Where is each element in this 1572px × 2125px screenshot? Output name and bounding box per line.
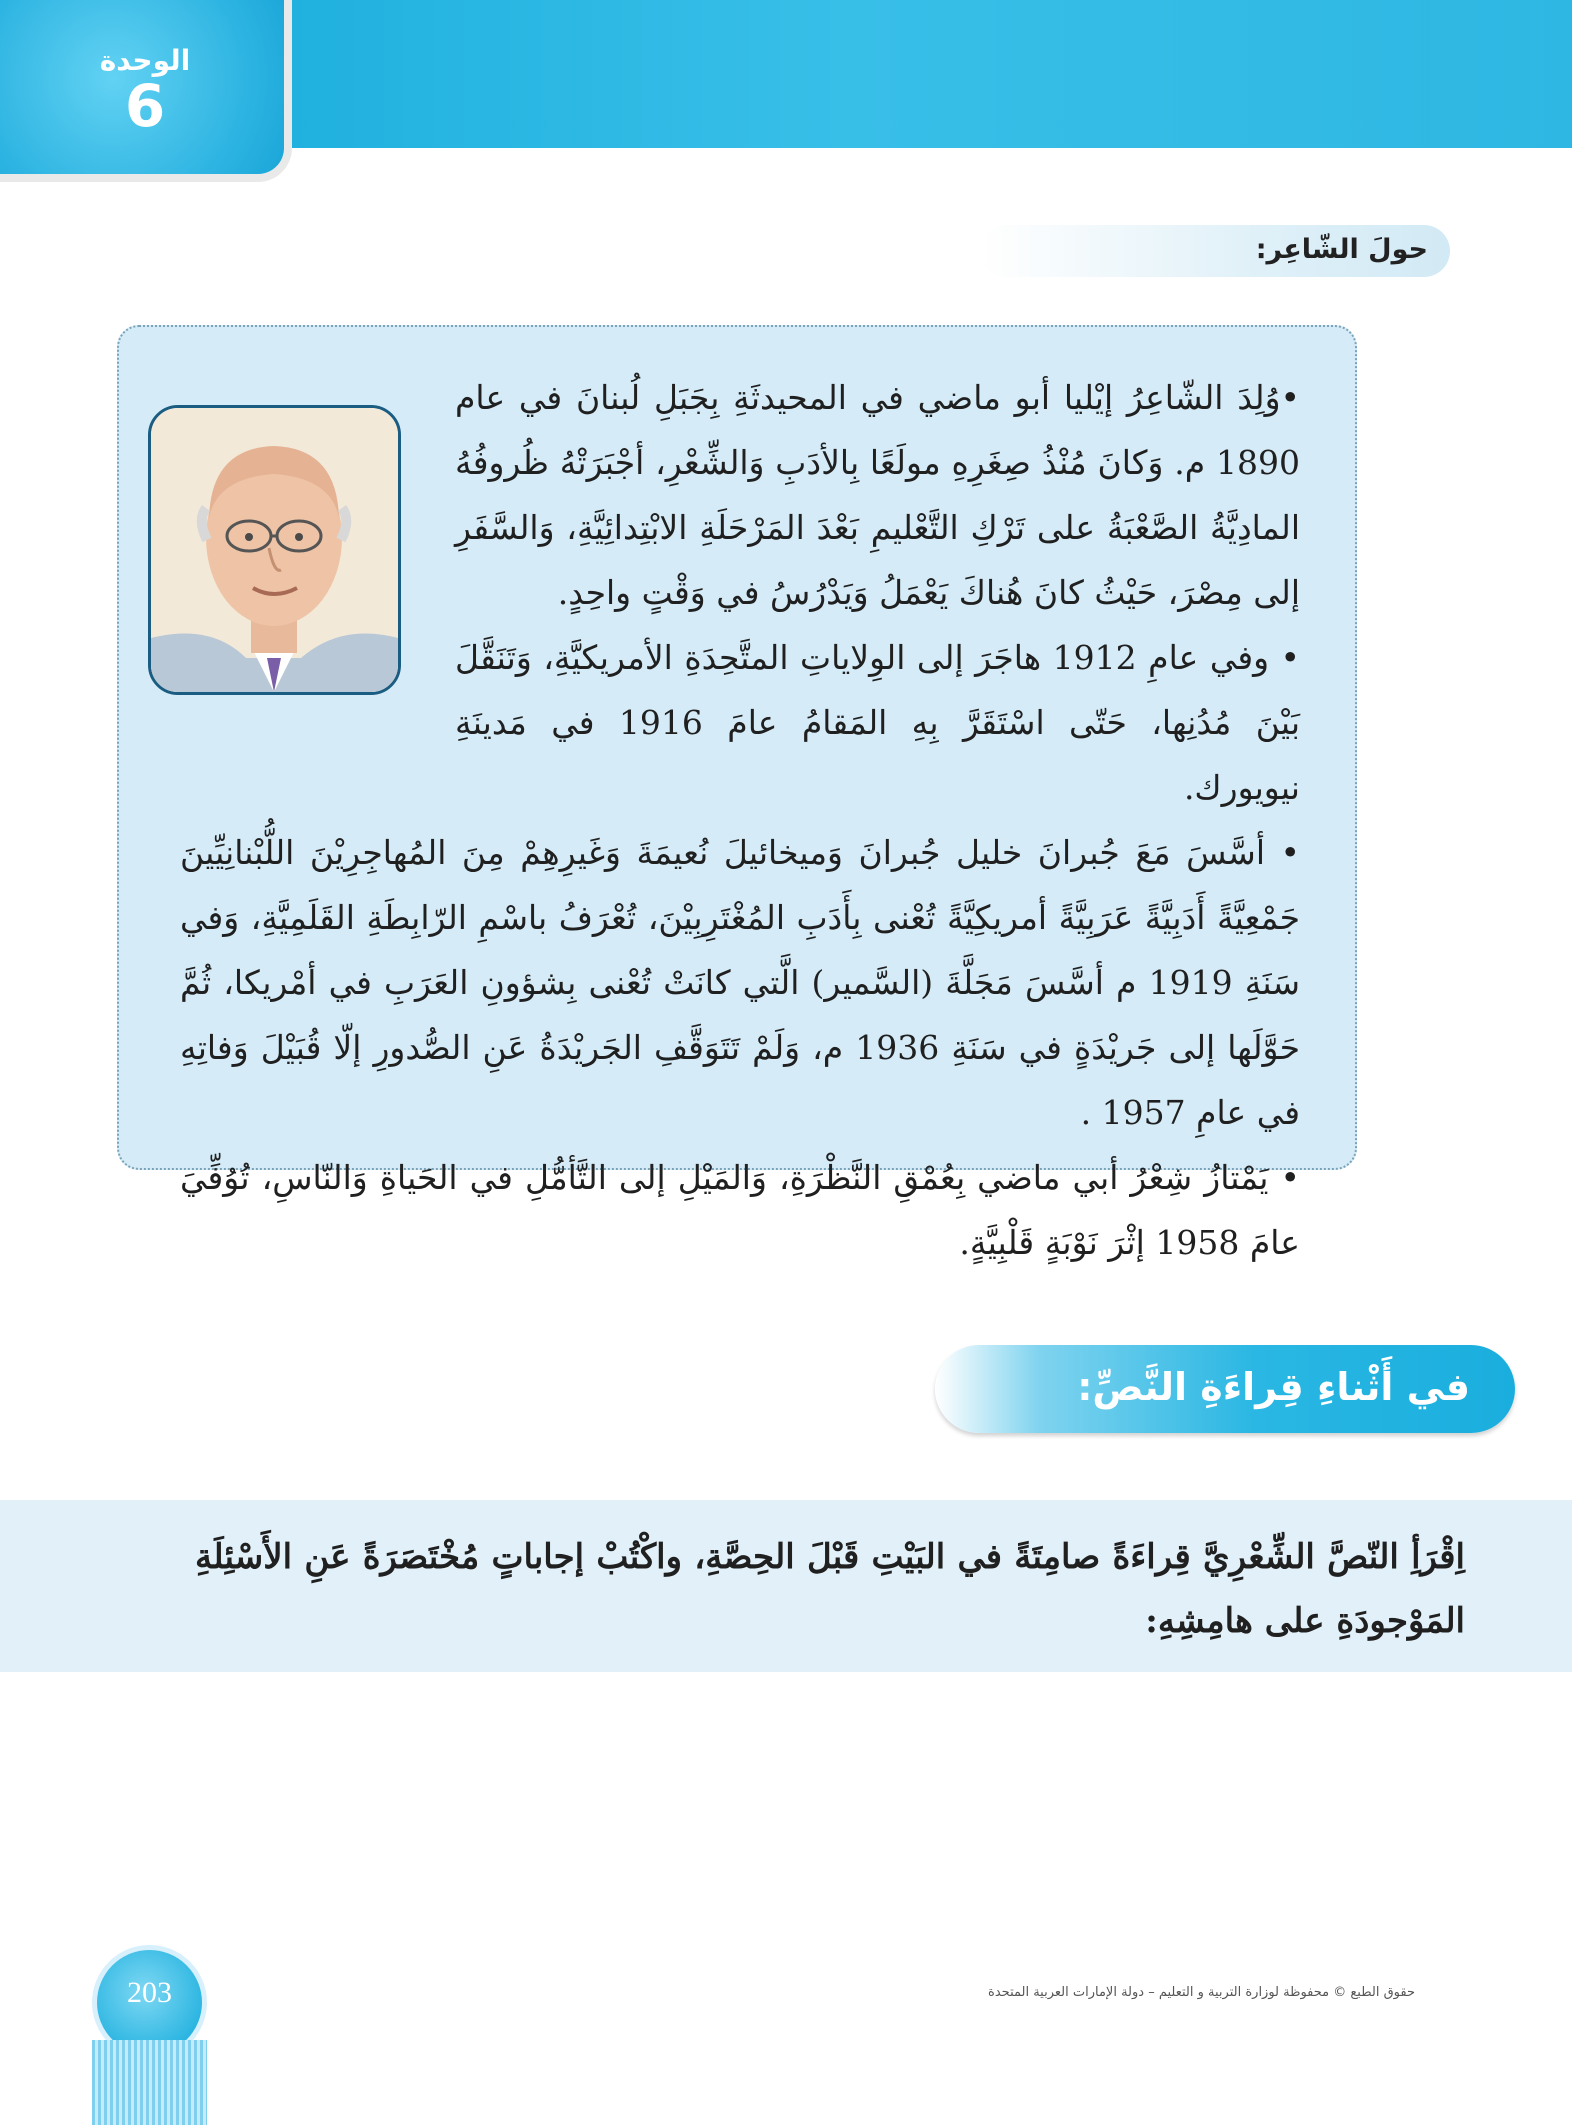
top-banner bbox=[250, 0, 1572, 148]
page-badge-stripes bbox=[92, 2040, 207, 2125]
copyright-notice: حقوق الطبع © محفوظة لوزارة التربية و التعليم – دولة الإمارات العربية المتحدة bbox=[988, 1985, 1415, 2000]
poet-section-title: حولَ الشّاعِر: bbox=[1255, 234, 1428, 265]
reading-section-title: في أَثْناءِ قِراءَةِ النَّصِّ: bbox=[1077, 1365, 1470, 1409]
bio-paragraph: • يَمْتازُ شِعْرُ أبي ماضي بِعُمْقِ النَّظْرَةِ، وَالمَيْلِ إلى التَّأمُّلِ في الحَياةِ وَالنّاسِ، تُوُفِّيَ عامَ 1958 إثْرَ نَوْبَةٍ قَلْبِيَّةٍ. bbox=[180, 1158, 1300, 1262]
unit-tab bbox=[0, 0, 292, 182]
poet-section-heading bbox=[980, 225, 1450, 277]
unit-number: 6 bbox=[124, 72, 166, 140]
page-number: 203 bbox=[127, 1976, 172, 2009]
poet-biography bbox=[180, 365, 1300, 1275]
reading-instruction: اِقْرَأِ النّصَّ الشِّعْرِيَّ قِراءَةً صامِتَةً في البَيْتِ قَبْلَ الحِصَّةِ، واكْتُبْ إجاباتٍ مُخْتَصَرَةً عَنِ الأَسْئِلَةِ المَوْجودَةِ على هامِشِهِ: bbox=[195, 1537, 1465, 1641]
unit-label: الوحدة bbox=[99, 44, 191, 77]
bio-paragraph: • وفي عامِ 1912 هاجَرَ إلى الوِلاياتِ المتَّحِدَةِ الأمريكيَّةِ، وَتَنَقَّلَ بَيْنَ مُدُنِها، حَتّى اسْتَقَرَّ بِهِ المَقامُ عامَ 1916 في مَدينَةِ نيويورك. bbox=[455, 638, 1300, 807]
bio-paragraph: • أسَّسَ مَعَ جُبرانَ خليل جُبرانَ وَميخائيلَ نُعيمَةَ وَغَيرِهِمْ مِنَ المُهاجِرِيْنَ اللُّبْنانِيِّينَ جَمْعِيَّةً أَدَبِيَّةً عَرَبِيَّةً أمريكِيَّةً تُعْنى بِأَدَبِ المُغْتَرِبِيْنَ، تُعْرَفُ باسْمِ الرّابِطَةِ القَلَمِيَّةِ، وَفي سَنَةِ 1919 م أسَّسَ مَجَلَّةَ (السَّمير) الَّتي كانَتْ تُعْنى بِشؤونِ العَرَبِ في أمْريكا، ثُمَّ حَوَّلَها إلى جَريْدَةٍ في سَنَةِ 1936 م، وَلَمْ تَتَوَقَّفِ الجَريْدَةُ عَنِ الصُّدورِ إلّا قُبَيْلَ وَفاتِهِ في عامِ 1957 . bbox=[180, 833, 1300, 1132]
bio-paragraph: •وُلِدَ الشّاعِرُ إيْليا أبو ماضي في المحيدثَةِ بِجَبَلِ لُبنانَ في عام 1890 م. وَكانَ مُنْذُ صِغَرِهِ مولَعًا بِالأدَبِ وَالشِّعْرِ، أجْبَرَتْهُ ظُروفُهُ المادِيَّةُ الصَّعْبَةُ على تَرْكِ التَّعْليمِ بَعْدَ المَرْحَلَةِ الابْتِدائِيَّةِ، وَالسَّفَرِ إلى مِصْرَ، حَيْثُ كانَ هُناكَ يَعْمَلُ وَيَدْرُسُ في وَقْتٍ واحِدٍ. bbox=[455, 378, 1300, 612]
reading-section-heading bbox=[935, 1345, 1515, 1433]
